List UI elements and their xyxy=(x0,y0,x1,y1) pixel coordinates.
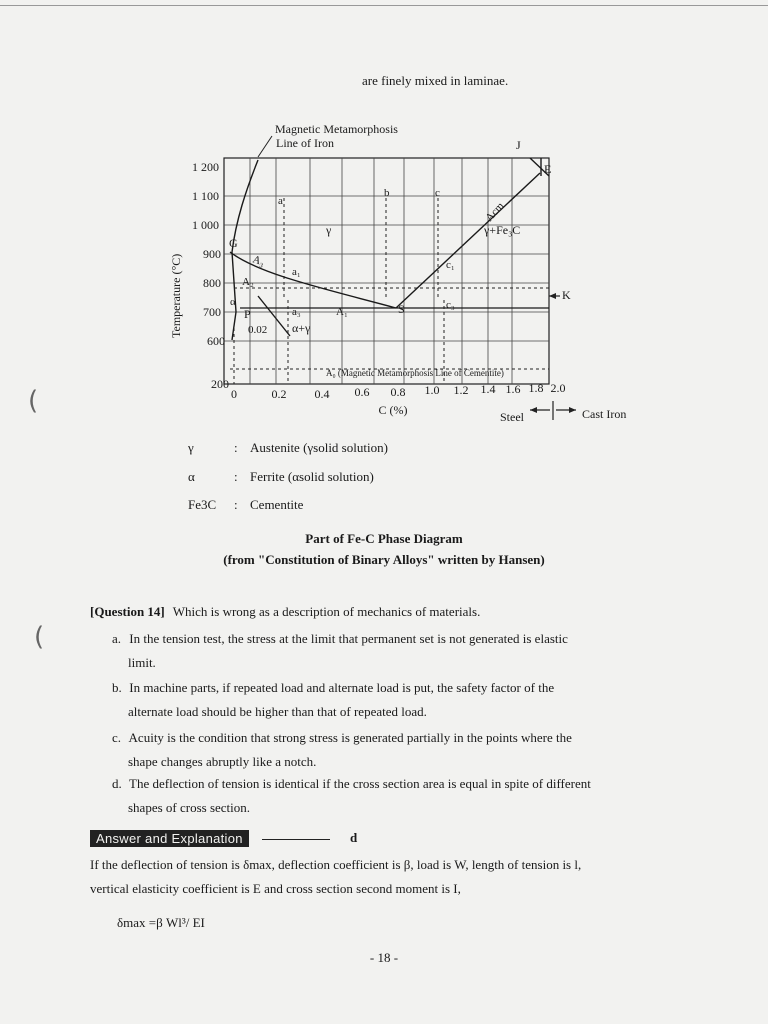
label-a0: A₀ (Magnetic Metamorphosis Line of Cementite) xyxy=(326,368,504,378)
answer-badge: Answer and Explanation xyxy=(90,830,249,847)
legend-symbol: Fe3C xyxy=(188,497,217,512)
phase-boundaries xyxy=(230,158,552,340)
label-alpha: α xyxy=(230,296,236,308)
legend-separator: : xyxy=(234,497,238,512)
y-tick: 600 xyxy=(207,334,225,348)
option-label: b. xyxy=(112,680,122,695)
answer-bar xyxy=(90,830,768,850)
option-label: d. xyxy=(112,776,122,791)
x-tick: 1.4 xyxy=(480,382,496,396)
label-a3-line: A₃ xyxy=(251,253,266,269)
legend-row xyxy=(188,469,374,485)
option-b xyxy=(112,676,687,724)
steel-arrowhead xyxy=(530,407,537,413)
x-tick: 0.2 xyxy=(271,387,287,401)
option-text: The deflection of tension is identical if the cross section area is equal in spite of different xyxy=(129,776,591,791)
option-a xyxy=(112,627,687,675)
legend-symbol: γ xyxy=(188,440,194,455)
legend-row xyxy=(188,440,388,456)
label-p-value: 0.02 xyxy=(248,324,268,336)
legend-separator: : xyxy=(234,469,238,484)
y-tick: 1 100 xyxy=(192,189,219,203)
annotation-pointer xyxy=(258,136,272,157)
y-tick: 1 200 xyxy=(192,160,219,174)
annotation-magnetic-line1: Magnetic Metamorphosis xyxy=(275,122,398,136)
y-tick: 800 xyxy=(203,276,221,290)
x-tick: 0.6 xyxy=(354,385,370,399)
legend-text: Austenite (γsolid solution) xyxy=(250,440,388,455)
option-label: a. xyxy=(112,631,122,646)
label-gamma-fe3c: γ+Fe₃C xyxy=(484,223,521,237)
question-label: [Question 14] xyxy=(90,604,165,619)
label-g: G xyxy=(229,236,238,250)
cast-iron-arrowhead xyxy=(569,407,576,413)
legend-row xyxy=(188,497,303,513)
label-acm: Acm xyxy=(483,200,507,225)
option-text: In machine parts, if repeated load and alternate load is put, the safety factor of the xyxy=(129,680,555,695)
explanation-line2: vertical elasticity coefficient is E and cross section second moment is I, xyxy=(90,881,461,896)
option-c xyxy=(112,726,687,774)
label-j: J xyxy=(516,138,521,152)
answer-rule xyxy=(262,839,330,840)
cast-iron-label: Cast Iron xyxy=(582,407,627,421)
option-text: In the tension test, the stress at the limit that permanent set is not generated is elastic xyxy=(129,631,568,646)
option-text: Acuity is the condition that strong stress is generated partially in the points where the xyxy=(128,730,572,745)
label-a3: a₃ xyxy=(292,306,301,318)
label-c1: c₁ xyxy=(446,259,455,271)
x-tick: 2.0 xyxy=(550,381,566,395)
label-a1: a₁ xyxy=(292,266,301,278)
label-a2: A₂ xyxy=(242,276,254,288)
x-tick: 0.8 xyxy=(390,385,406,399)
y-tick: 200 xyxy=(211,377,229,391)
legend-text: Ferrite (αsolid solution) xyxy=(250,469,374,484)
label-c: c xyxy=(435,187,440,199)
x-tick: 1.6 xyxy=(505,382,521,396)
option-label: c. xyxy=(112,730,122,745)
option-d xyxy=(112,772,687,820)
deflection-formula: δmax =β Wl³/ EI xyxy=(117,915,205,930)
annotation-magnetic-line2: Line of Iron xyxy=(276,136,334,150)
label-k: K xyxy=(562,288,571,302)
figure-caption-source: (from "Constitution of Binary Alloys" written by Hansen) xyxy=(223,552,545,567)
intro-text: are finely mixed in laminae. xyxy=(362,73,509,88)
x-tick: 1.0 xyxy=(424,383,440,397)
x-tick: 0 xyxy=(231,387,237,401)
label-b: b xyxy=(384,187,390,199)
legend-separator: : xyxy=(234,440,238,455)
legend-symbol: α xyxy=(188,469,195,484)
margin-hole-mark: ( xyxy=(34,622,45,652)
x-tick: 0.4 xyxy=(314,387,330,401)
label-gamma: γ xyxy=(326,223,332,237)
legend-text: Cementite xyxy=(250,497,304,512)
answer-value: d xyxy=(350,830,358,845)
option-text-cont: shape changes abruptly like a notch. xyxy=(128,754,317,769)
y-tick: 1 000 xyxy=(192,218,219,232)
label-alpha-gamma: α+γ xyxy=(292,321,311,335)
label-a: a xyxy=(278,195,283,207)
label-p: P xyxy=(244,307,251,321)
label-c3: c₃ xyxy=(446,299,455,311)
vertical-gridlines xyxy=(250,158,512,384)
option-text-cont: limit. xyxy=(128,655,156,670)
option-text-cont: alternate load should be higher than that of repeated load. xyxy=(128,704,427,719)
question-text: Which is wrong as a description of mechanics of materials. xyxy=(172,604,481,619)
label-s: S xyxy=(398,302,405,316)
k-arrowhead xyxy=(549,293,556,299)
question-header xyxy=(90,604,480,620)
y-axis-label: Temperature (°C) xyxy=(169,253,183,338)
margin-hole-mark: ( xyxy=(28,386,39,416)
x-tick: 1.2 xyxy=(453,383,469,397)
steel-label: Steel xyxy=(500,410,524,424)
explanation-line1: If the deflection of tension is δmax, deflection coefficient is β, load is W, length of tension is l, xyxy=(90,857,582,872)
figure-caption-title: Part of Fe-C Phase Diagram xyxy=(305,531,463,546)
y-tick: 700 xyxy=(203,305,221,319)
x-tick: 1.8 xyxy=(528,381,544,395)
y-tick: 900 xyxy=(203,247,221,261)
label-a1-line: A₁ xyxy=(336,306,348,318)
page-number: - 18 - xyxy=(369,950,399,965)
option-text-cont: shapes of cross section. xyxy=(128,800,251,815)
x-axis-label: C (%) xyxy=(378,403,408,417)
fe-c-phase-diagram xyxy=(0,0,768,430)
phase-diagram-svg xyxy=(0,0,768,430)
label-e: E xyxy=(544,162,552,176)
